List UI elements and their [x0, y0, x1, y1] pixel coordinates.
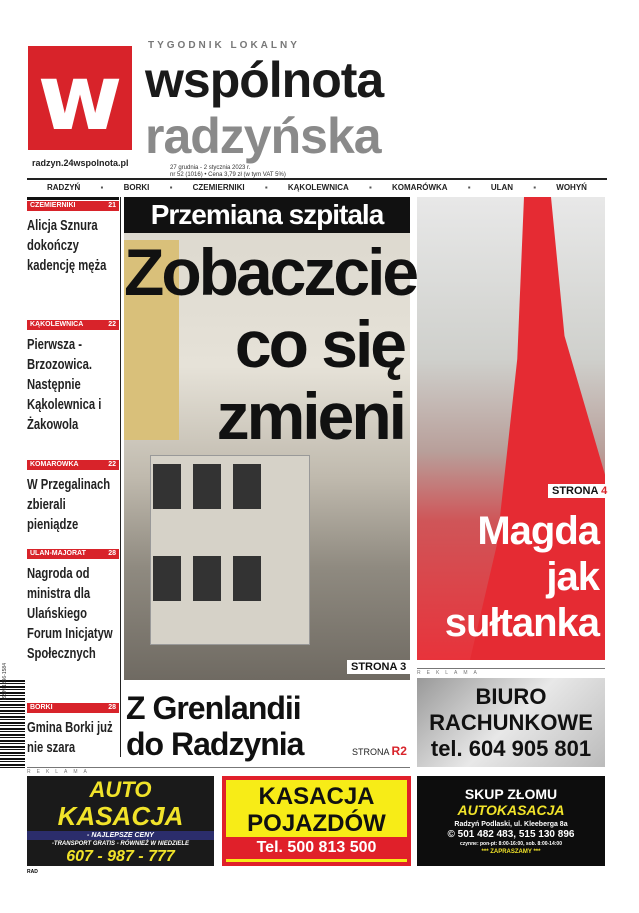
edition-code: RAD [27, 869, 38, 875]
window [153, 464, 181, 509]
teaser [27, 549, 119, 664]
nav-item[interactable]: CZEMIERNIKI [192, 182, 245, 192]
nav-item[interactable]: KĄKOLEWNICA [287, 182, 349, 192]
nav-separator: ▪ [169, 182, 173, 192]
section-label: CZEMIERNIKI 21 [27, 201, 119, 211]
issue-info [170, 165, 286, 179]
nav-item[interactable]: RADZYŃ [47, 182, 81, 192]
nav-item[interactable]: BORKI [123, 182, 150, 192]
right-headline[interactable]: Magda jak sułtanka [444, 509, 599, 645]
nav-separator: ▪ [467, 182, 471, 192]
teaser [27, 703, 119, 758]
site-url[interactable]: radzyn.24wspolnota.pl [32, 158, 129, 168]
window [153, 556, 181, 601]
section-label: ULAN-MAJORAT 28 [27, 549, 119, 559]
main-headline[interactable]: Zobaczcie co się zmieni [124, 235, 417, 453]
teaser-headline[interactable]: W Przegalinach zbierali pieniądze [27, 476, 111, 533]
nav-item[interactable]: KOMARÓWKA [392, 182, 448, 192]
ad-label: REKLAMA [27, 767, 410, 775]
title-line1: wspólnota [145, 52, 384, 108]
nav-separator: ▪ [100, 182, 104, 192]
issue-number: nr 52 (1016) • Cena 3,79 zł (w tym VAT 5%) [170, 172, 286, 178]
nav-item[interactable]: WOHYŃ [556, 182, 587, 192]
nav-separator: ▪ [264, 182, 268, 192]
section-nav [27, 178, 607, 194]
ad-kasacja-pojazdow[interactable]: KASACJA POJAZDÓW Tel. 500 813 500 [222, 776, 411, 866]
column-divider [120, 197, 121, 757]
section-label: KĄKOLEWNICA 22 [27, 320, 119, 330]
logo: w [28, 46, 132, 150]
nav-separator: ▪ [368, 182, 372, 192]
nav-item[interactable]: ULAN [490, 182, 514, 192]
teaser [27, 460, 119, 535]
main-page-ref: STRONA 3 [347, 660, 410, 674]
section-label: KOMARÓWKA 22 [27, 460, 119, 470]
building-photo [150, 455, 310, 645]
window [233, 464, 261, 509]
issue-dates: 27 grudnia - 2 stycznia 2023 r. [170, 165, 251, 171]
teaser-headline[interactable]: Pierwsza - Brzozowica. Następnie Kąkolewnica i Żakowola [27, 336, 102, 433]
ad-label: REKLAMA [417, 668, 605, 676]
nav-separator: ▪ [533, 182, 537, 192]
ad-biuro[interactable]: BIURO RACHUNKOWE tel. 604 905 801 [417, 678, 605, 767]
window [233, 556, 261, 601]
window [193, 556, 221, 601]
teaser-headline[interactable]: Nagroda od ministra dla Ulańskiego Forum Inicjatyw Społecznych [27, 565, 113, 662]
window [193, 464, 221, 509]
tagline: TYGODNIK LOKALNY [148, 40, 300, 51]
issn: ISSN 1896-1584 [2, 663, 8, 700]
section-label: BORKI 28 [27, 703, 119, 713]
teaser [27, 320, 119, 435]
teaser [27, 201, 119, 276]
teaser-headline[interactable]: Gmina Borki już nie szara [27, 719, 113, 756]
right-page-ref: STRONA 4 [548, 484, 611, 498]
main-kicker: Przemiana szpitala [124, 197, 410, 233]
teaser-headline[interactable]: Alicja Sznura dokończy kadencję męża [27, 217, 107, 274]
ad-auto-kasacja[interactable]: AUTO KASACJA - NAJLEPSZE CENY -TRANSPORT GRATIS - RÓWNIEŻ W NIEDZIELE 607 - 987 - 777 [27, 776, 214, 866]
title-line2: radzyńska [145, 108, 381, 164]
second-headline[interactable]: Z Grenlandii do Radzynia [126, 690, 304, 762]
left-column [27, 197, 119, 762]
second-page-ref: STRONA R2 [352, 744, 407, 758]
ad-skup-zlomu[interactable]: SKUP ZŁOMU AUTOKASACJA Radzyń Podlaski, ul. Kleeberga 8a © 501 482 483, 515 130 896 czynne: pon-pt: 8:00-16:00, sob. 8:00-14:00 *** ZAPRASZAMY *** [417, 776, 605, 866]
